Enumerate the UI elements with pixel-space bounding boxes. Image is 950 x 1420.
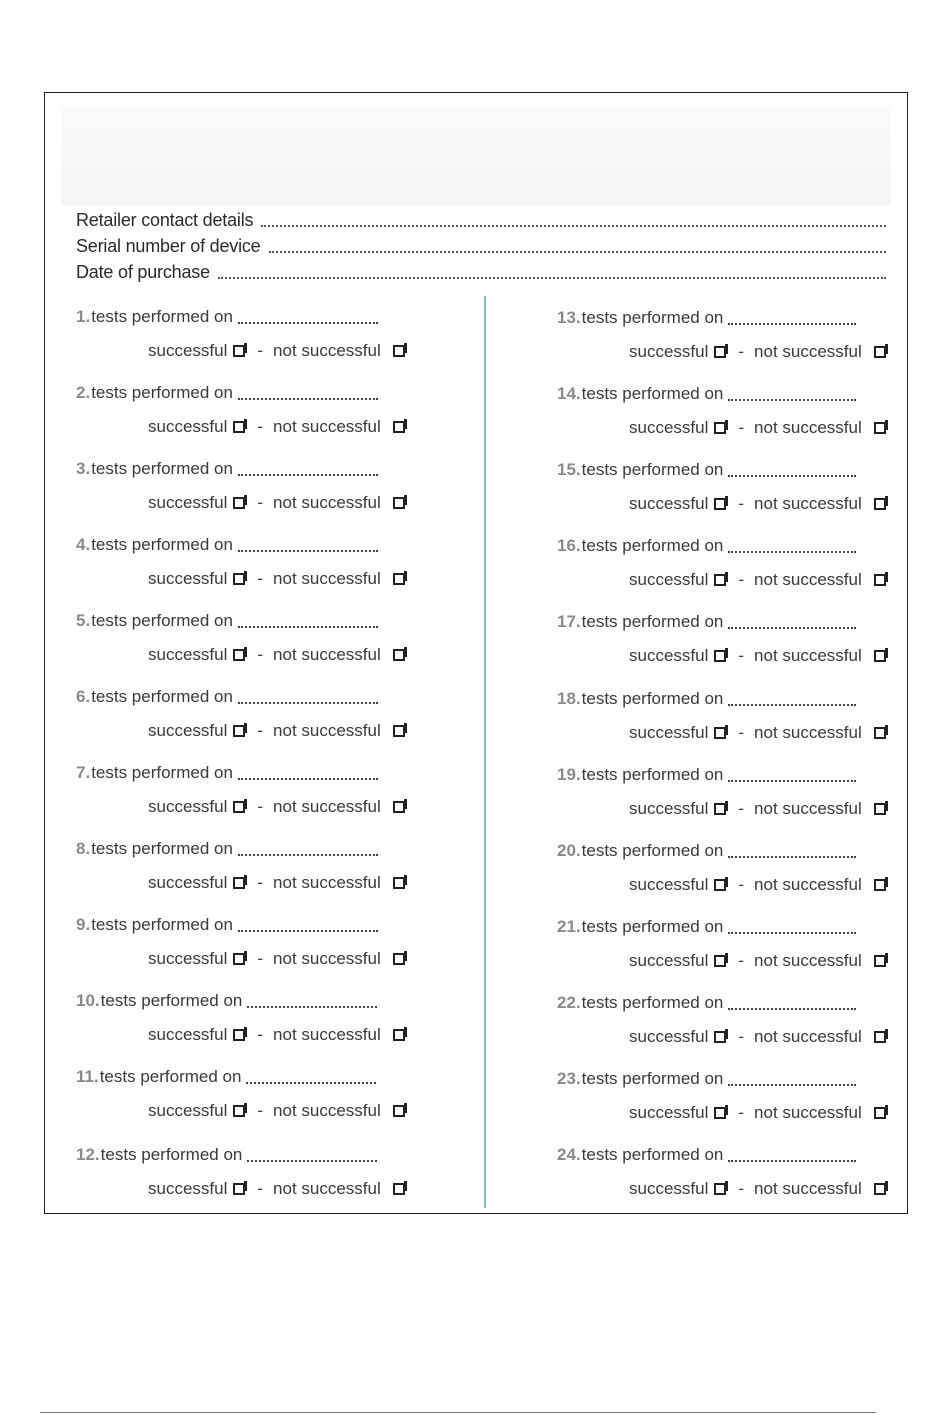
test-date-blank[interactable] [238, 699, 378, 704]
successful-label: successful [148, 569, 228, 588]
page-footer-rule [40, 1412, 876, 1413]
test-prefix: tests performed on [581, 536, 724, 555]
not-successful-checkbox[interactable] [874, 955, 886, 967]
test-prefix: tests performed on [581, 917, 724, 936]
test-date-blank[interactable] [238, 623, 378, 628]
test-number: 21. [557, 917, 581, 936]
test-result-line [148, 645, 413, 665]
separator: - [257, 645, 264, 664]
test-number: 18. [557, 689, 581, 708]
test-entry [557, 612, 917, 672]
not-successful-checkbox[interactable] [874, 727, 886, 739]
test-result-line [629, 799, 894, 819]
test-date-blank[interactable] [728, 1157, 856, 1162]
test-entry [557, 765, 917, 825]
successful-label: successful [629, 951, 709, 970]
test-date-blank[interactable] [238, 319, 378, 324]
test-prefix: tests performed on [581, 1145, 724, 1164]
not-successful-checkbox[interactable] [393, 345, 405, 357]
not-successful-label: not successful [273, 341, 381, 360]
test-result-line [629, 875, 894, 895]
test-date-blank[interactable] [728, 548, 856, 553]
test-entry [557, 460, 917, 520]
test-date-line[interactable] [76, 307, 378, 327]
successful-checkbox[interactable] [233, 1105, 245, 1117]
not-successful-label: not successful [754, 1027, 862, 1046]
test-prefix: tests performed on [581, 612, 724, 631]
successful-checkbox[interactable] [714, 879, 726, 891]
separator: - [738, 1027, 745, 1046]
test-entry [557, 841, 917, 901]
test-result-line [148, 949, 413, 969]
not-successful-checkbox[interactable] [393, 801, 405, 813]
test-date-blank[interactable] [238, 775, 378, 780]
test-result-line [629, 723, 894, 743]
test-date-line[interactable] [76, 1145, 377, 1165]
test-prefix: tests performed on [581, 841, 724, 860]
not-successful-checkbox[interactable] [874, 1183, 886, 1195]
test-prefix: tests performed on [100, 991, 243, 1010]
test-number: 17. [557, 612, 581, 631]
test-date-line[interactable] [557, 993, 856, 1013]
test-date-blank[interactable] [238, 851, 378, 856]
retailer-contact-field[interactable] [76, 209, 886, 231]
test-number: 6. [76, 687, 91, 706]
test-prefix: tests performed on [581, 460, 724, 479]
test-result-line [148, 569, 413, 589]
successful-checkbox[interactable] [714, 650, 726, 662]
test-date-blank[interactable] [238, 395, 378, 400]
test-date-blank[interactable] [247, 1003, 377, 1008]
successful-checkbox[interactable] [233, 877, 245, 889]
test-prefix: tests performed on [91, 839, 233, 858]
successful-checkbox[interactable] [714, 955, 726, 967]
test-date-line[interactable] [557, 308, 856, 328]
successful-checkbox[interactable] [714, 574, 726, 586]
successful-label: successful [629, 570, 709, 589]
not-successful-label: not successful [273, 949, 381, 968]
test-entry [557, 917, 917, 977]
test-prefix: tests performed on [91, 535, 233, 554]
not-successful-label: not successful [273, 493, 381, 512]
test-prefix: tests performed on [91, 763, 233, 782]
not-successful-label: not successful [273, 873, 381, 892]
successful-label: successful [148, 417, 228, 436]
test-date-line[interactable] [76, 535, 378, 555]
test-date-blank[interactable] [246, 1079, 376, 1084]
test-prefix: tests performed on [91, 915, 233, 934]
test-date-blank[interactable] [728, 320, 856, 325]
successful-checkbox[interactable] [714, 1031, 726, 1043]
not-successful-label: not successful [754, 951, 862, 970]
not-successful-checkbox[interactable] [874, 574, 886, 586]
successful-label: successful [629, 799, 709, 818]
not-successful-checkbox[interactable] [393, 497, 405, 509]
not-successful-label: not successful [273, 645, 381, 664]
test-prefix: tests performed on [91, 459, 233, 478]
test-result-line [629, 1179, 894, 1199]
test-number: 15. [557, 460, 581, 479]
separator: - [738, 723, 745, 742]
separator: - [257, 417, 264, 436]
test-result-line [148, 873, 413, 893]
test-prefix: tests performed on [581, 993, 724, 1012]
test-number: 10. [76, 991, 100, 1010]
successful-checkbox[interactable] [233, 1029, 245, 1041]
test-result-line [629, 646, 894, 666]
test-date-blank[interactable] [238, 547, 378, 552]
test-result-line [629, 570, 894, 590]
serial-number-label: Serial number of device [76, 236, 261, 256]
not-successful-label: not successful [754, 875, 862, 894]
test-date-blank[interactable] [728, 1005, 856, 1010]
test-entry [557, 308, 917, 368]
test-date-line[interactable] [557, 1069, 856, 1089]
test-date-line[interactable] [76, 383, 378, 403]
test-prefix: tests performed on [91, 307, 233, 326]
test-prefix: tests performed on [99, 1067, 242, 1086]
successful-label: successful [148, 721, 228, 740]
test-number: 23. [557, 1069, 581, 1088]
test-number: 16. [557, 536, 581, 555]
successful-checkbox[interactable] [714, 346, 726, 358]
test-prefix: tests performed on [100, 1145, 243, 1164]
separator: - [738, 951, 745, 970]
not-successful-checkbox[interactable] [393, 877, 405, 889]
test-entry [76, 991, 436, 1051]
test-number: 20. [557, 841, 581, 860]
not-successful-checkbox[interactable] [874, 803, 886, 815]
not-successful-checkbox[interactable] [874, 498, 886, 510]
successful-checkbox[interactable] [233, 649, 245, 661]
test-entry [557, 536, 917, 596]
test-number: 22. [557, 993, 581, 1012]
test-record-form [44, 92, 908, 1214]
not-successful-label: not successful [273, 417, 381, 436]
test-result-line [629, 1027, 894, 1047]
serial-number-field[interactable] [76, 235, 886, 257]
test-number: 13. [557, 308, 581, 327]
test-result-line [629, 951, 894, 971]
test-entry [76, 1067, 436, 1127]
test-number: 24. [557, 1145, 581, 1164]
separator: - [257, 1101, 264, 1120]
test-prefix: tests performed on [581, 689, 724, 708]
test-date-blank[interactable] [728, 472, 856, 477]
test-result-line [148, 721, 413, 741]
test-entry [76, 383, 436, 443]
not-successful-checkbox[interactable] [393, 1105, 405, 1117]
faded-header-area [61, 105, 891, 205]
retailer-contact-blank[interactable] [261, 221, 886, 227]
not-successful-checkbox[interactable] [874, 422, 886, 434]
not-successful-checkbox[interactable] [874, 650, 886, 662]
test-entry [76, 915, 436, 975]
date-of-purchase-field[interactable] [76, 261, 886, 283]
test-entry [76, 611, 436, 671]
test-date-line[interactable] [76, 1067, 376, 1087]
not-successful-label: not successful [754, 646, 862, 665]
test-entry [76, 839, 436, 899]
successful-label: successful [148, 797, 228, 816]
separator: - [257, 797, 264, 816]
test-result-line [148, 1179, 413, 1199]
successful-label: successful [629, 418, 709, 437]
separator: - [738, 875, 745, 894]
test-result-line [629, 1103, 894, 1123]
successful-label: successful [629, 875, 709, 894]
not-successful-checkbox[interactable] [393, 649, 405, 661]
test-result-line [148, 493, 413, 513]
not-successful-label: not successful [754, 799, 862, 818]
successful-checkbox[interactable] [714, 422, 726, 434]
not-successful-label: not successful [754, 418, 862, 437]
retailer-contact-label: Retailer contact details [76, 210, 254, 230]
test-date-line[interactable] [557, 460, 856, 480]
successful-label: successful [148, 645, 228, 664]
not-successful-label: not successful [273, 721, 381, 740]
successful-label: successful [148, 873, 228, 892]
not-successful-label: not successful [754, 494, 862, 513]
test-date-blank[interactable] [728, 1081, 856, 1086]
successful-label: successful [148, 1101, 228, 1120]
successful-label: successful [148, 949, 228, 968]
successful-label: successful [629, 1179, 709, 1198]
test-number: 11. [76, 1067, 99, 1086]
separator: - [738, 494, 745, 513]
separator: - [257, 721, 264, 740]
successful-label: successful [148, 493, 228, 512]
separator: - [738, 799, 745, 818]
test-entry [557, 993, 917, 1053]
not-successful-checkbox[interactable] [393, 953, 405, 965]
successful-label: successful [629, 723, 709, 742]
test-date-line[interactable] [557, 1145, 856, 1165]
test-entry [76, 763, 436, 823]
not-successful-checkbox[interactable] [393, 573, 405, 585]
test-date-blank[interactable] [728, 929, 856, 934]
successful-label: successful [148, 1179, 228, 1198]
not-successful-label: not successful [273, 1179, 381, 1198]
test-date-blank[interactable] [728, 624, 856, 629]
test-result-line [148, 1101, 413, 1121]
column-divider [484, 296, 486, 1208]
test-date-line[interactable] [76, 763, 378, 783]
separator: - [257, 1025, 264, 1044]
test-date-blank[interactable] [728, 853, 856, 858]
test-number: 19. [557, 765, 581, 784]
successful-label: successful [629, 1103, 709, 1122]
successful-checkbox[interactable] [233, 725, 245, 737]
separator: - [738, 646, 745, 665]
successful-checkbox[interactable] [714, 1107, 726, 1119]
test-date-blank[interactable] [728, 701, 856, 706]
not-successful-label: not successful [754, 1179, 862, 1198]
separator: - [738, 342, 745, 361]
not-successful-label: not successful [273, 1101, 381, 1120]
not-successful-checkbox[interactable] [393, 1183, 405, 1195]
test-entry [557, 689, 917, 749]
not-successful-checkbox[interactable] [393, 725, 405, 737]
test-date-blank[interactable] [728, 777, 856, 782]
test-date-line[interactable] [557, 384, 856, 404]
not-successful-checkbox[interactable] [874, 346, 886, 358]
date-of-purchase-blank[interactable] [218, 273, 886, 279]
not-successful-label: not successful [754, 342, 862, 361]
not-successful-label: not successful [273, 569, 381, 588]
separator: - [738, 570, 745, 589]
not-successful-label: not successful [754, 570, 862, 589]
test-number: 3. [76, 459, 91, 478]
not-successful-checkbox[interactable] [874, 879, 886, 891]
test-date-line[interactable] [76, 991, 377, 1011]
test-prefix: tests performed on [91, 383, 233, 402]
test-entry [557, 384, 917, 444]
separator: - [257, 1179, 264, 1198]
test-prefix: tests performed on [581, 384, 724, 403]
not-successful-label: not successful [754, 723, 862, 742]
test-date-blank[interactable] [238, 471, 378, 476]
test-date-line[interactable] [76, 915, 378, 935]
test-entry [557, 1145, 917, 1205]
not-successful-checkbox[interactable] [874, 1031, 886, 1043]
test-date-line[interactable] [557, 765, 856, 785]
test-number: 8. [76, 839, 91, 858]
test-date-blank[interactable] [728, 396, 856, 401]
separator: - [257, 949, 264, 968]
separator: - [257, 493, 264, 512]
test-result-line [629, 418, 894, 438]
successful-checkbox[interactable] [714, 803, 726, 815]
successful-checkbox[interactable] [233, 345, 245, 357]
separator: - [738, 418, 745, 437]
test-prefix: tests performed on [581, 1069, 724, 1088]
test-entry [76, 687, 436, 747]
successful-label: successful [629, 1027, 709, 1046]
test-number: 5. [76, 611, 91, 630]
test-number: 12. [76, 1145, 100, 1164]
successful-label: successful [148, 1025, 228, 1044]
test-result-line [148, 1025, 413, 1045]
separator: - [257, 569, 264, 588]
test-number: 7. [76, 763, 91, 782]
successful-label: successful [629, 646, 709, 665]
not-successful-label: not successful [273, 797, 381, 816]
successful-checkbox[interactable] [233, 421, 245, 433]
test-number: 9. [76, 915, 91, 934]
separator: - [257, 873, 264, 892]
test-date-line[interactable] [76, 839, 378, 859]
test-result-line [148, 341, 413, 361]
test-date-blank[interactable] [238, 927, 378, 932]
test-entry [76, 535, 436, 595]
successful-label: successful [629, 494, 709, 513]
successful-checkbox[interactable] [714, 727, 726, 739]
successful-checkbox[interactable] [233, 953, 245, 965]
test-date-line[interactable] [557, 917, 856, 937]
test-number: 14. [557, 384, 581, 403]
test-number: 1. [76, 307, 91, 326]
test-date-line[interactable] [557, 612, 856, 632]
successful-checkbox[interactable] [233, 1183, 245, 1195]
separator: - [738, 1103, 745, 1122]
test-date-line[interactable] [76, 687, 378, 707]
test-date-line[interactable] [557, 689, 856, 709]
successful-checkbox[interactable] [233, 801, 245, 813]
successful-checkbox[interactable] [233, 573, 245, 585]
test-entry [76, 307, 436, 367]
test-result-line [148, 417, 413, 437]
not-successful-label: not successful [754, 1103, 862, 1122]
test-date-line[interactable] [76, 459, 378, 479]
successful-label: successful [148, 341, 228, 360]
test-date-line[interactable] [557, 536, 856, 556]
test-entry [76, 1145, 436, 1205]
test-date-blank[interactable] [247, 1157, 377, 1162]
test-entry [557, 1069, 917, 1129]
test-number: 4. [76, 535, 91, 554]
test-result-line [629, 342, 894, 362]
successful-checkbox[interactable] [233, 497, 245, 509]
test-prefix: tests performed on [581, 308, 724, 327]
test-prefix: tests performed on [581, 765, 724, 784]
test-date-line[interactable] [76, 611, 378, 631]
separator: - [257, 341, 264, 360]
test-result-line [148, 797, 413, 817]
test-date-line[interactable] [557, 841, 856, 861]
not-successful-label: not successful [273, 1025, 381, 1044]
successful-label: successful [629, 342, 709, 361]
successful-checkbox[interactable] [714, 498, 726, 510]
serial-number-blank[interactable] [269, 247, 887, 253]
separator: - [738, 1179, 745, 1198]
not-successful-checkbox[interactable] [393, 421, 405, 433]
successful-checkbox[interactable] [714, 1183, 726, 1195]
test-number: 2. [76, 383, 91, 402]
test-prefix: tests performed on [91, 611, 233, 630]
test-prefix: tests performed on [91, 687, 233, 706]
test-result-line [629, 494, 894, 514]
date-of-purchase-label: Date of purchase [76, 262, 210, 282]
not-successful-checkbox[interactable] [874, 1107, 886, 1119]
not-successful-checkbox[interactable] [393, 1029, 405, 1041]
test-entry [76, 459, 436, 519]
